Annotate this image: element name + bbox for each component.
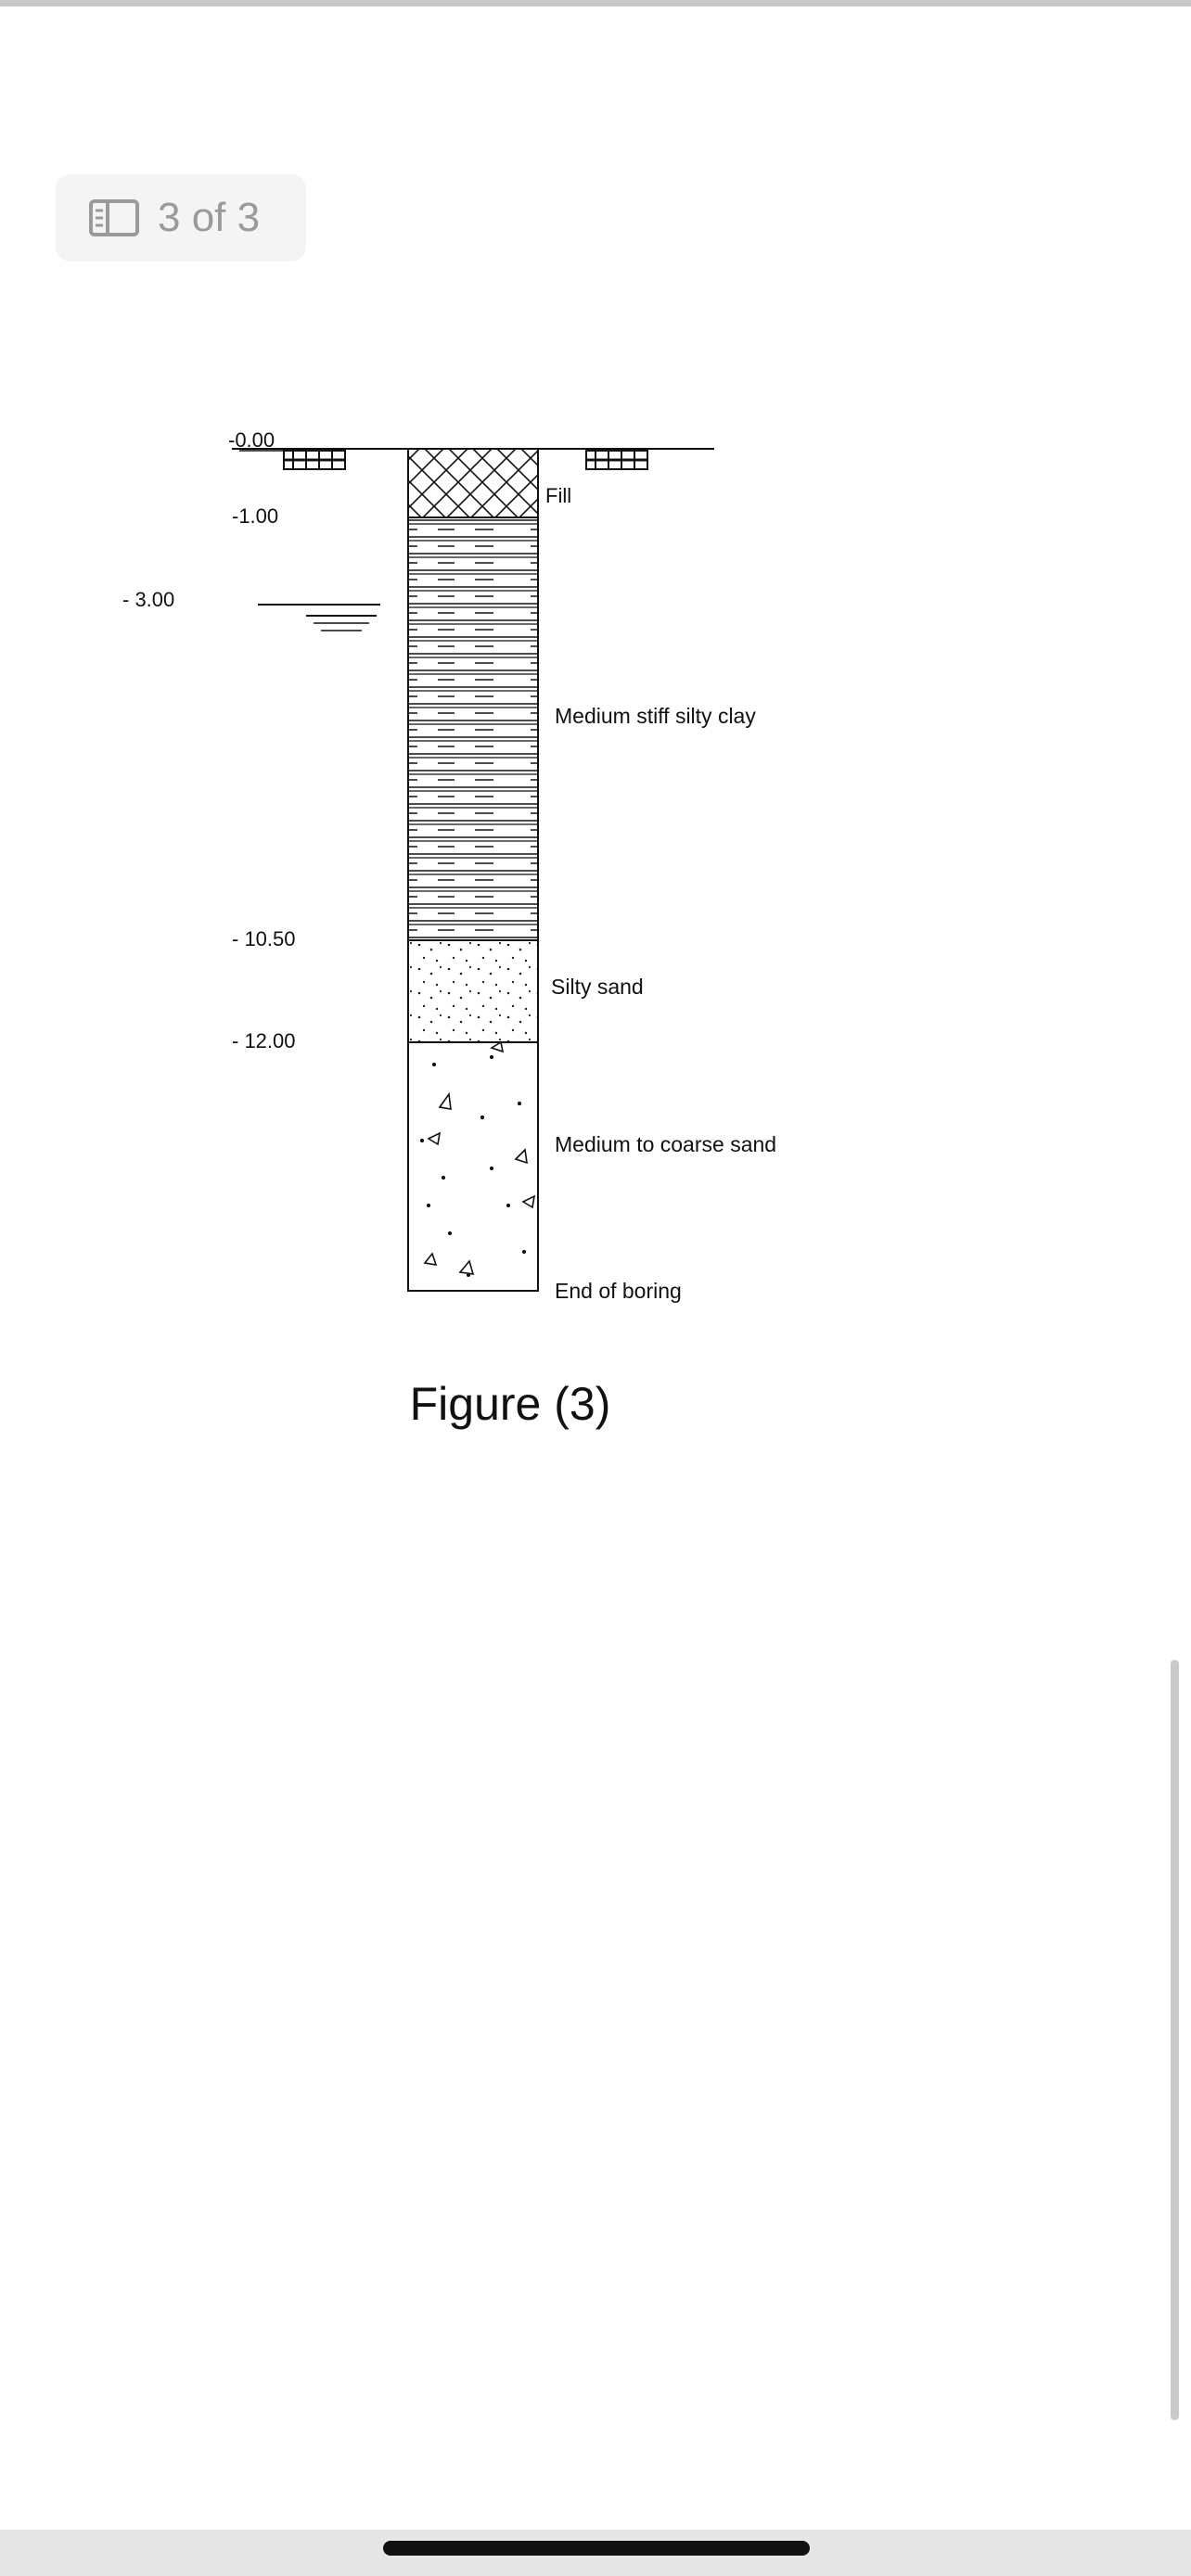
depth-label-12: - 12.00	[232, 1029, 296, 1052]
scrollbar[interactable]	[1171, 1660, 1179, 2420]
borehole-log-diagram	[0, 389, 1020, 1335]
layer-coarse-sand	[408, 1042, 538, 1291]
page-thumbnails-icon	[89, 199, 139, 236]
depth-label-0: -0.00	[228, 428, 275, 452]
depth-label-10-50: - 10.50	[232, 927, 296, 950]
layer-label-silty-sand: Silty sand	[551, 975, 644, 999]
layer-label-fill: Fill	[545, 484, 572, 507]
layer-silty-sand	[408, 940, 538, 1042]
water-table-symbol	[258, 605, 380, 631]
ground-hatch-right	[586, 451, 647, 469]
layer-label-end: End of boring	[555, 1279, 682, 1303]
depth-label-1: -1.00	[232, 504, 279, 528]
layer-label-coarse-sand: Medium to coarse sand	[555, 1132, 777, 1156]
top-edge-bar	[0, 0, 1191, 6]
ground-hatch-left	[284, 451, 345, 469]
layer-label-clay: Medium stiff silty clay	[555, 704, 756, 728]
layer-silty-clay	[408, 517, 538, 940]
home-indicator[interactable]	[383, 2541, 810, 2556]
page-indicator[interactable]	[56, 174, 306, 261]
depth-label-3: - 3.00	[122, 588, 175, 611]
figure-caption: Figure (3)	[409, 1378, 611, 1430]
page-indicator-label: 3 of 3	[158, 195, 261, 240]
layer-fill	[408, 449, 538, 517]
